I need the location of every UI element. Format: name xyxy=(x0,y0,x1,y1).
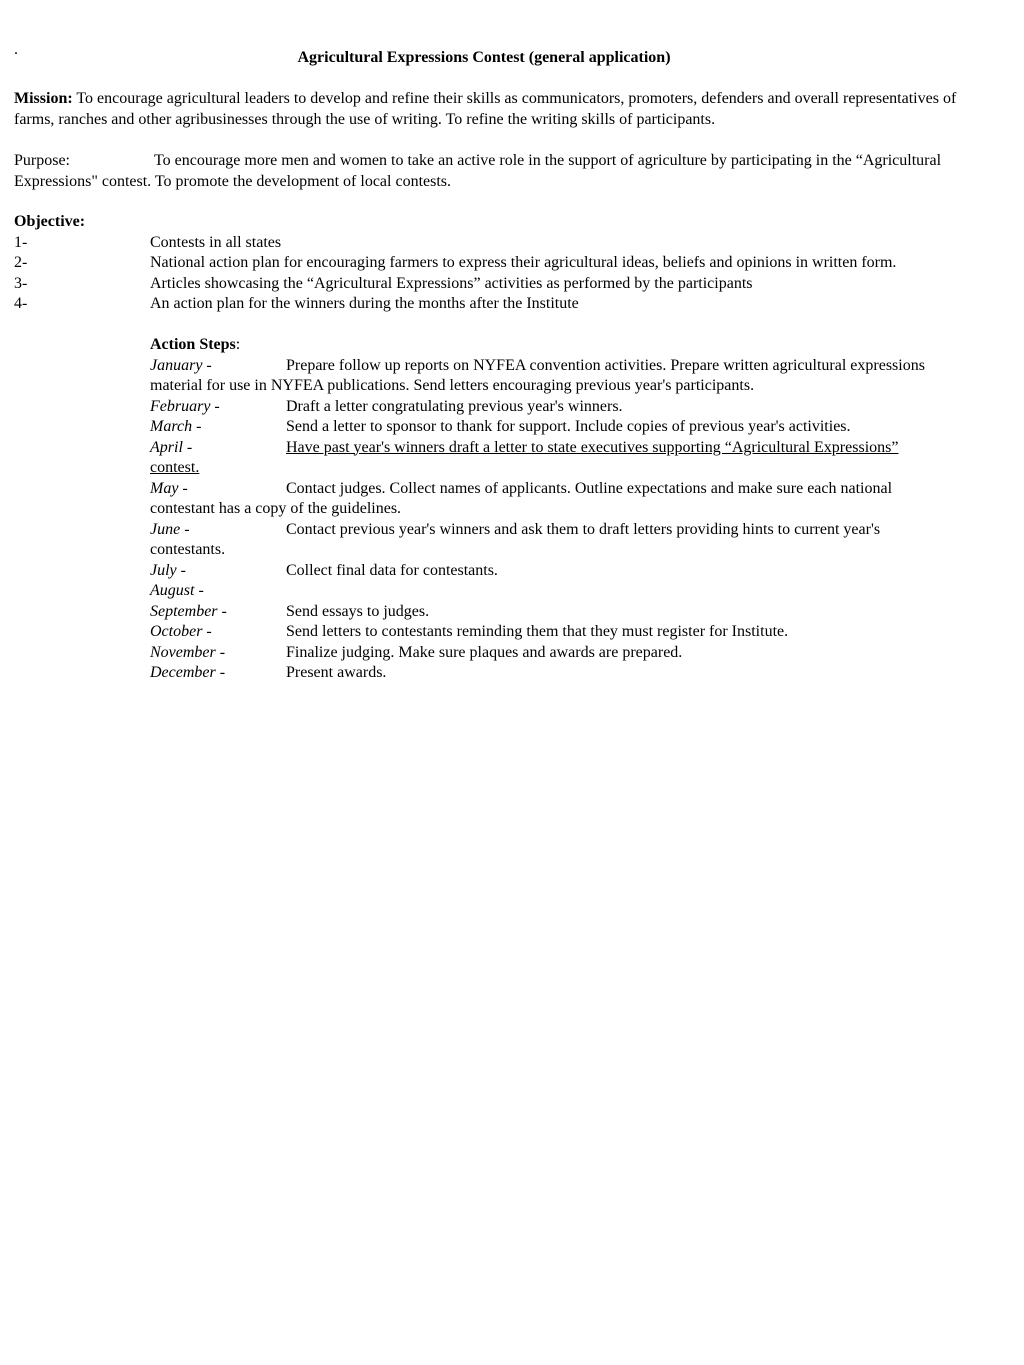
mission-paragraph xyxy=(14,89,959,130)
month-step-april xyxy=(150,438,950,479)
month-label: January - xyxy=(150,356,212,374)
action-steps-title: Action Steps xyxy=(150,336,236,353)
objective-heading: Objective: xyxy=(14,213,86,230)
month-action: Present awards. xyxy=(286,664,387,681)
month-label: June - xyxy=(150,520,190,538)
month-label: February - xyxy=(150,397,220,415)
month-step-may xyxy=(150,479,950,520)
month-step-september xyxy=(150,602,950,623)
document-title: Agricultural Expressions Contest (general application) xyxy=(297,49,671,66)
objective-text: National action plan for encouraging farmers to express their agricultural ideas, beliefs and opinions in written form. xyxy=(150,254,897,271)
month-action: Send essays to judges. xyxy=(286,602,430,620)
action-steps-heading xyxy=(150,335,950,356)
objective-item xyxy=(14,274,959,295)
purpose-paragraph xyxy=(14,151,959,192)
month-action: Collect final data for contestants. xyxy=(286,561,498,579)
objective-section xyxy=(14,212,959,315)
month-action: Contact judges. Collect names of applicants. Outline expectations and make sure each national contestant has a copy of the guidelines. xyxy=(150,479,893,517)
month-action: Draft a letter congratulating previous year's winners. xyxy=(286,397,623,415)
objective-number: 3- xyxy=(14,274,28,292)
month-action: Send a letter to sponsor to thank for support. Include copies of previous year's activities. xyxy=(286,418,851,435)
month-step-october xyxy=(150,622,950,643)
month-step-august xyxy=(150,581,950,602)
objective-item xyxy=(14,233,959,254)
mission-text: To encourage agricultural leaders to develop and refine their skills as communicators, promoters, defenders and overall representatives of farms, ranches and other agribusinesses through the use of writing. To refine the writing skills of participants. xyxy=(14,90,957,128)
action-steps-section xyxy=(150,335,950,684)
month-step-july xyxy=(150,561,950,582)
month-label: December - xyxy=(150,664,226,681)
month-action: Contact previous year's winners and ask them to draft letters providing hints to current year's contestants. xyxy=(150,520,881,558)
objective-item xyxy=(14,253,959,274)
month-step-february xyxy=(150,397,950,418)
month-label: August - xyxy=(150,582,204,599)
month-label: April - xyxy=(150,438,193,456)
month-action: Prepare follow up reports on NYFEA convention activities. Prepare written agricultural expressions material for use in NYFEA publications. Send letters encouraging previous year's participants. xyxy=(150,356,925,394)
month-action: Send letters to contestants reminding them that they must register for Institute. xyxy=(286,623,789,640)
objective-number: 4- xyxy=(14,295,28,312)
month-label: September - xyxy=(150,602,227,620)
month-action: Finalize judging. Make sure plaques and awards are prepared. xyxy=(286,643,683,661)
month-step-november xyxy=(150,643,950,664)
action-steps-colon: : xyxy=(235,336,241,353)
month-label: July - xyxy=(150,561,186,579)
objective-number: 1- xyxy=(14,233,28,251)
month-label: October - xyxy=(150,623,212,640)
objective-text: An action plan for the winners during the months after the Institute xyxy=(150,295,579,312)
mission-label: Mission: xyxy=(14,90,73,107)
objective-item xyxy=(14,294,959,315)
month-label: November - xyxy=(150,643,226,661)
purpose-label: Purpose: xyxy=(14,152,70,169)
objective-number: 2- xyxy=(14,254,28,271)
month-step-december xyxy=(150,663,950,684)
month-label: May - xyxy=(150,479,188,497)
objective-text: Articles showcasing the “Agricultural Expressions” activities as performed by the participants xyxy=(150,274,753,292)
month-label: March - xyxy=(150,418,202,435)
month-action: Have past year's winners draft a letter to state executives supporting “Agricultural Expressions” contest. xyxy=(150,438,899,476)
month-step-march xyxy=(150,417,950,438)
objective-text: Contests in all states xyxy=(150,233,282,251)
month-step-june xyxy=(150,520,950,561)
month-step-january xyxy=(150,356,950,397)
purpose-text: To encourage more men and women to take an active role in the support of agriculture by participating in the “Agricultural Expressions" contest. To promote the development of local contests. xyxy=(14,152,942,190)
stray-dot: . xyxy=(14,41,18,58)
